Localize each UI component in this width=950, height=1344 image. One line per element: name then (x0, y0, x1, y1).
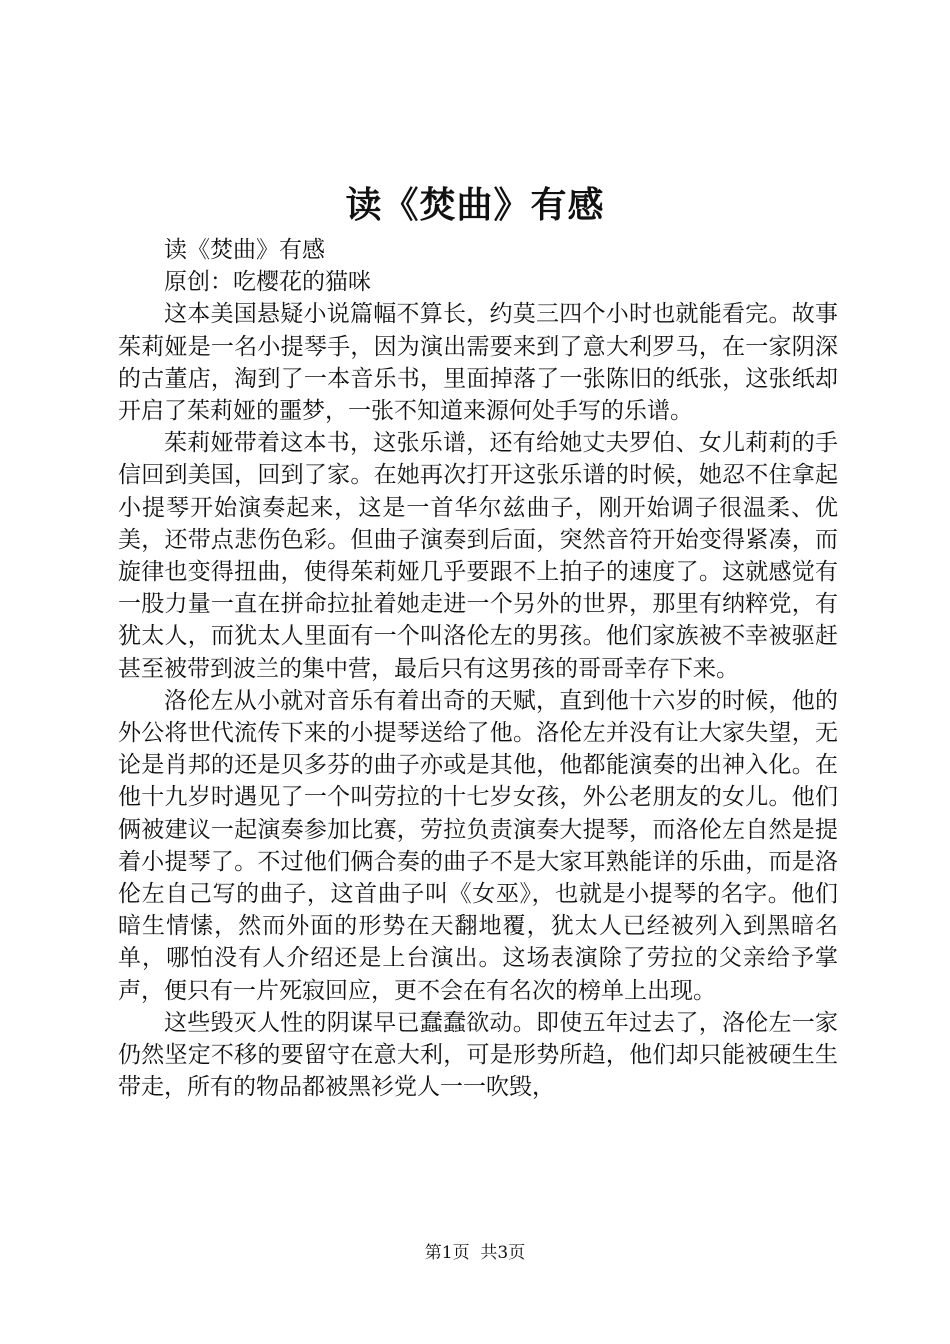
page-total: 共3页 (480, 1243, 526, 1263)
body-heading-line: 读《焚曲》有感 (164, 237, 325, 263)
document-title: 读《焚曲》有感 (345, 184, 605, 226)
page-footer (0, 1241, 950, 1265)
paragraph: 这本美国悬疑小说篇幅不算长，约莫三四个小时也就能看完。故事茱莉娅是一名小提琴手，因为演出需要来到了意大利罗马，在一家阴深的古董店，淘到了一本音乐书，里面掉落了一张陈旧的纸张，这张纸却开启了茱莉娅的噩梦，一张不知道来源何处手写的乐谱。 (118, 301, 838, 425)
document-body (118, 234, 838, 1103)
paragraph: 茱莉娅带着这本书，这张乐谱，还有给她丈夫罗伯、女儿莉莉的手信回到美国，回到了家。在她再次打开这张乐谱的时候，她忍不住拿起小提琴开始演奏起来，这是一首华尔兹曲子，刚开始调子很温柔、优美，还带点悲伤色彩。但曲子演奏到后面，突然音符开始变得紧凑，而旋律也变得扭曲，使得茱莉娅几乎要跟不上拍子的速度了。这就感觉有一股力量一直在拼命拉扯着她走进一个另外的世界，那里有纳粹党，有犹太人，而犹太人里面有一个叫洛伦左的男孩。他们家族被不幸被驱赶甚至被带到波兰的集中营，最后只有这男孩的哥哥幸存下来。 (118, 430, 838, 682)
author-line: 原创：吃樱花的猫咪 (164, 269, 371, 296)
paragraph: 这些毁灭人性的阴谋早已蠢蠢欲动。即使五年过去了，洛伦左一家仍然坚定不移的要留守在意大利，可是形势所趋，他们却只能被硬生生带走，所有的物品都被黑衫党人一一吹毁， (118, 1009, 838, 1101)
page-number: 第1页 (424, 1243, 470, 1263)
paragraph: 洛伦左从小就对音乐有着出奇的天赋，直到他十六岁的时候，他的外公将世代流传下来的小提琴送给了他。洛伦左并没有让大家失望，无论是肖邦的还是贝多芬的曲子亦或是其他，他都能演奏的出神入化。在他十九岁时遇见了一个叫劳拉的十七岁女孩，外公老朋友的女儿。他们俩被建议一起演奏参加比赛，劳拉负责演奏大提琴，而洛伦左自然是提着小提琴了。不过他们俩合奏的曲子不是大家耳熟能详的乐曲，而是洛伦左自己写的曲子，这首曲子叫《女巫》，也就是小提琴的名字。他们暗生情愫，然而外面的形势在天翻地覆，犹太人已经被列入到黑暗名单，哪怕没有人介绍还是上台演出。这场表演除了劳拉的父亲给予掌声，便只有一片死寂回应，更不会在有名次的榜单上出现。 (118, 687, 838, 1004)
